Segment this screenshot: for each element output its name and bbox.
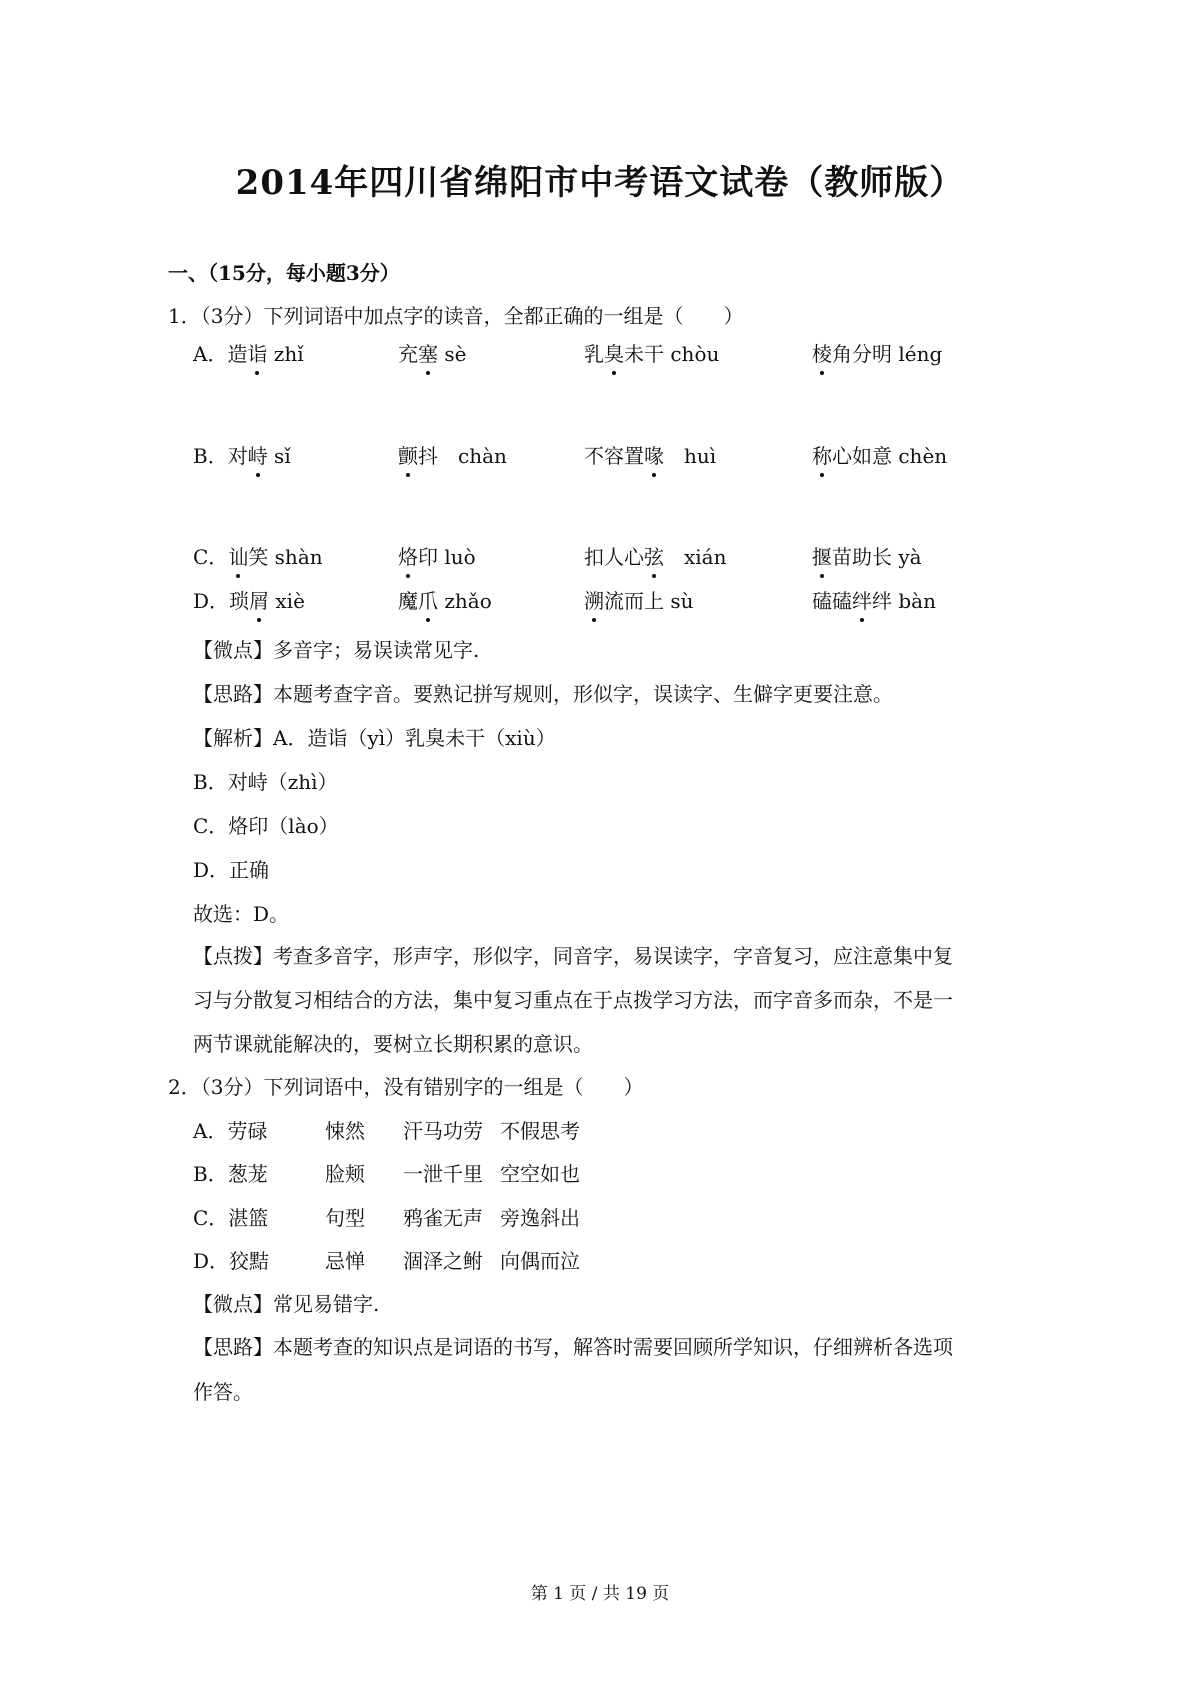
q2-option-item: B．葱茏 [193, 1162, 268, 1186]
dotted-char: 讪 [228, 545, 249, 569]
q1-option-item [812, 543, 922, 571]
dotted-char: 颤 [398, 444, 418, 468]
item-pinyin: xiè [269, 589, 305, 613]
item-pinyin: 未干 chòu [624, 342, 720, 366]
q2-option-item: 鸦雀无声 [403, 1206, 483, 1230]
item-text: 扣人心 [584, 545, 644, 569]
q1-option-item [193, 543, 323, 571]
page-title: 2014年四川省绵阳市中考语文试卷（教师版） [235, 163, 965, 203]
item-pinyin: xián [664, 545, 727, 569]
question-1-stem: 1．（3分）下列词语中加点字的读音，全都正确的一组是（ ） [168, 304, 744, 328]
dotted-char: 绊 [852, 589, 872, 613]
q1-silu: 【思路】本题考查字音。要熟记拼写规则，形似字，误读字、生僻字更要注意。 [193, 682, 893, 706]
item-text: 充 [398, 342, 418, 366]
item-pinyin: 流而上 sù [604, 589, 694, 613]
q2-weidian: 【微点】常见易错字. [193, 1292, 380, 1316]
dotted-char: 喙 [644, 444, 664, 468]
q2-option-item: 涸泽之鲋 [403, 1249, 483, 1273]
option-label: B． [193, 444, 228, 468]
item-pinyin: 印 luò [418, 545, 476, 569]
dotted-char: 棱 [812, 342, 832, 366]
question-2-stem: 2．（3分）下列词语中，没有错别字的一组是（ ） [168, 1075, 644, 1099]
q2-option-item: A．劳碌 [193, 1119, 268, 1143]
item-pinyin: 笑 shàn [248, 545, 323, 569]
item-pinyin: huì [664, 444, 717, 468]
q1-option-item [584, 543, 726, 571]
page-footer: 第 1 页 / 共 19 页 [530, 1584, 670, 1604]
q1-option-item [584, 340, 719, 368]
q1-option-item [193, 340, 304, 368]
dotted-char: 屑 [249, 589, 270, 613]
q1-jiexi-d: D．正确 [193, 858, 270, 882]
q2-option-item: 悚然 [325, 1119, 365, 1143]
q1-weidian: 【微点】多音字；易误读常见字. [193, 638, 480, 662]
dotted-char: 溯 [584, 589, 604, 613]
q2-silu-line1: 【思路】本题考查的知识点是词语的书写，解答时需要回顾所学知识，仔细辨析各选项 [193, 1335, 953, 1359]
item-text: 不容置 [584, 444, 644, 468]
q1-dianbo-line1: 【点拨】考查多音字，形声字，形似字，同音字，易误读字，字音复习，应注意集中复 [193, 944, 953, 968]
q1-jiexi-b: B．对峙（zhì） [193, 770, 338, 794]
q1-option-item [812, 340, 942, 368]
q2-silu-line2: 作答。 [193, 1380, 253, 1404]
q1-option-item [193, 587, 305, 615]
dotted-char: 爪 [418, 589, 438, 613]
option-label: A． [193, 342, 228, 366]
q1-option-item [812, 587, 936, 615]
q2-option-item: C．湛篮 [193, 1206, 269, 1230]
item-pinyin: zhǐ [267, 342, 304, 366]
q1-option-item [398, 543, 476, 571]
q2-option-item: 忌惮 [325, 1249, 365, 1273]
q2-option-item: 脸颊 [325, 1162, 365, 1186]
q2-option-item: 向偶而泣 [500, 1249, 580, 1273]
q2-option-item: 汗马功劳 [403, 1119, 483, 1143]
q2-option-item: 句型 [325, 1206, 365, 1230]
dotted-char: 烙 [398, 545, 418, 569]
q1-option-item [398, 587, 492, 615]
item-pinyin: 苗助长 yà [832, 545, 922, 569]
q2-option-item: 不假思考 [500, 1119, 580, 1143]
dotted-char: 揠 [812, 545, 832, 569]
item-pinyin: zhǎo [438, 589, 492, 613]
item-pinyin: 心如意 chèn [832, 444, 948, 468]
item-pinyin: 角分明 léng [832, 342, 943, 366]
q1-dianbo-line2: 习与分散复习相结合的方法，集中复习重点在于点拨学习方法，而字音多而杂，不是一 [193, 988, 953, 1012]
q1-option-item [584, 442, 716, 470]
q1-jiexi-c: C．烙印（lào） [193, 814, 339, 838]
item-pinyin: sǐ [267, 444, 291, 468]
item-text: 造 [227, 342, 248, 366]
item-text: 魔 [398, 589, 418, 613]
item-pinyin: 抖 chàn [418, 444, 507, 468]
q1-option-item [398, 442, 507, 470]
dotted-char: 臭 [604, 342, 624, 366]
q1-dianbo-line3: 两节课就能解决的，要树立长期积累的意识。 [193, 1032, 593, 1056]
item-text: 磕磕 [812, 589, 852, 613]
item-text: 对 [227, 444, 248, 468]
q1-option-item [584, 587, 694, 615]
item-text: 琐 [229, 589, 250, 613]
option-label: D． [193, 589, 230, 613]
q2-option-item: 一泄千里 [403, 1162, 483, 1186]
section-heading: 一、（15分，每小题3分） [168, 261, 400, 285]
dotted-char: 称 [812, 444, 832, 468]
item-text: 乳 [584, 342, 604, 366]
dotted-char: 弦 [644, 545, 664, 569]
option-label: C． [193, 545, 229, 569]
item-pinyin: 绊 bàn [872, 589, 936, 613]
q1-option-item [398, 340, 466, 368]
q2-option-item: D．狡黠 [193, 1249, 270, 1273]
q1-option-item [812, 442, 947, 470]
q2-option-item: 空空如也 [500, 1162, 580, 1186]
dotted-char: 塞 [418, 342, 438, 366]
item-pinyin: sè [438, 342, 467, 366]
q1-jiexi: 【解析】A．造诣（yì）乳臭未干（xiù） [193, 726, 556, 750]
q2-option-item: 旁逸斜出 [500, 1206, 580, 1230]
q1-option-item [193, 442, 291, 470]
dotted-char: 峙 [247, 444, 268, 468]
dotted-char: 诣 [247, 342, 268, 366]
q1-answer: 故选：D。 [193, 902, 290, 926]
